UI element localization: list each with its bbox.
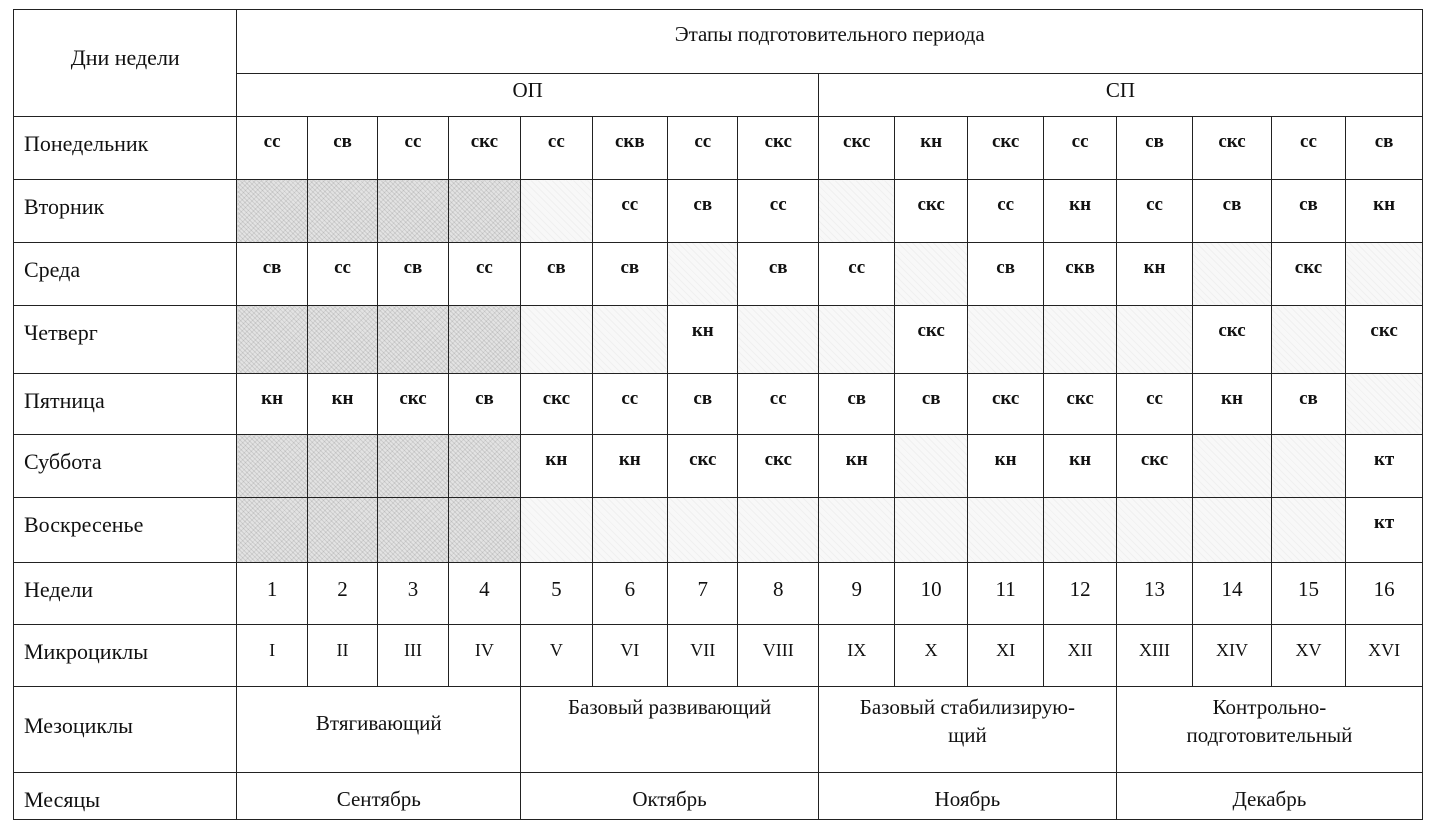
day-row bbox=[14, 116, 1423, 180]
week-number: 9 bbox=[818, 562, 894, 624]
load-cell: сс bbox=[1116, 373, 1192, 435]
load-cell bbox=[237, 435, 307, 498]
microcycle-number: XVI bbox=[1346, 624, 1423, 686]
month-cell: Ноябрь bbox=[818, 772, 1116, 819]
months-row bbox=[14, 772, 1423, 819]
load-cell: сс bbox=[1116, 180, 1192, 243]
load-cell: скс bbox=[521, 373, 592, 435]
load-cell bbox=[895, 435, 967, 498]
week-number: 16 bbox=[1346, 562, 1423, 624]
load-cell bbox=[1193, 242, 1271, 306]
load-cell: кн bbox=[592, 435, 667, 498]
microcycle-number: VI bbox=[592, 624, 667, 686]
mesocycle-line1: Контрольно- bbox=[1212, 694, 1327, 719]
load-cell: скс bbox=[818, 116, 894, 180]
load-cell: кт bbox=[1346, 497, 1423, 562]
microcycle-number: IX bbox=[818, 624, 894, 686]
week-number: 15 bbox=[1271, 562, 1345, 624]
day-label: Понедельник bbox=[14, 116, 237, 180]
mesocycle-cell bbox=[818, 686, 1116, 772]
load-cell bbox=[738, 497, 819, 562]
load-cell: скс bbox=[1193, 306, 1271, 374]
mesocycles-label: Мезоциклы bbox=[14, 686, 237, 772]
load-cell bbox=[1271, 306, 1345, 374]
day-row bbox=[14, 242, 1423, 306]
load-cell: св bbox=[521, 242, 592, 306]
load-cell: сс bbox=[967, 180, 1043, 243]
load-cell: кн bbox=[1044, 180, 1116, 243]
load-cell: сс bbox=[521, 116, 592, 180]
week-number: 6 bbox=[592, 562, 667, 624]
mesocycle-line1: Базовый развивающий bbox=[567, 694, 772, 719]
load-cell bbox=[378, 435, 448, 498]
load-cell: кн bbox=[1346, 180, 1423, 243]
load-cell: скв bbox=[592, 116, 667, 180]
load-cell: кн bbox=[1193, 373, 1271, 435]
load-cell: кт bbox=[1346, 435, 1423, 498]
load-cell bbox=[1193, 497, 1271, 562]
week-number: 14 bbox=[1193, 562, 1271, 624]
load-cell: скс bbox=[1044, 373, 1116, 435]
load-cell: сс bbox=[738, 373, 819, 435]
load-cell: сс bbox=[1044, 116, 1116, 180]
load-cell: сс bbox=[668, 116, 738, 180]
load-cell: сс bbox=[448, 242, 520, 306]
load-cell bbox=[1116, 306, 1192, 374]
load-cell: кн bbox=[1044, 435, 1116, 498]
week-number: 2 bbox=[307, 562, 377, 624]
load-cell: скс bbox=[668, 435, 738, 498]
load-cell: скс bbox=[738, 435, 819, 498]
days-of-week-header: Дни недели bbox=[14, 10, 237, 117]
weeks-label: Недели bbox=[14, 562, 237, 624]
week-number: 11 bbox=[967, 562, 1043, 624]
load-cell bbox=[307, 180, 377, 243]
load-cell bbox=[237, 306, 307, 374]
weeks-row bbox=[14, 562, 1423, 624]
load-cell: скс bbox=[895, 306, 967, 374]
load-cell: сс bbox=[738, 180, 819, 243]
load-cell: кн bbox=[895, 116, 967, 180]
load-cell: св bbox=[378, 242, 448, 306]
load-cell: св bbox=[237, 242, 307, 306]
load-cell: скв bbox=[1044, 242, 1116, 306]
load-cell bbox=[592, 497, 667, 562]
load-cell: сс bbox=[1271, 116, 1345, 180]
mesocycle-line2: подготовительный bbox=[1186, 722, 1353, 747]
load-cell bbox=[307, 306, 377, 374]
week-number: 1 bbox=[237, 562, 307, 624]
stages-title: Этапы подготовительного периода bbox=[237, 10, 1423, 74]
load-cell bbox=[1271, 435, 1345, 498]
load-cell bbox=[1044, 306, 1116, 374]
load-cell bbox=[592, 306, 667, 374]
week-number: 13 bbox=[1116, 562, 1192, 624]
microcycle-number: X bbox=[895, 624, 967, 686]
load-cell bbox=[448, 306, 520, 374]
load-cell: кн bbox=[668, 306, 738, 374]
load-cell: св bbox=[818, 373, 894, 435]
load-cell bbox=[818, 180, 894, 243]
load-cell: кн bbox=[1116, 242, 1192, 306]
microcycle-number: XII bbox=[1044, 624, 1116, 686]
load-cell: кн bbox=[818, 435, 894, 498]
load-cell bbox=[378, 497, 448, 562]
day-rows bbox=[14, 116, 1423, 562]
load-cell bbox=[1346, 242, 1423, 306]
load-cell bbox=[967, 497, 1043, 562]
microcycles-row bbox=[14, 624, 1423, 686]
load-cell: св bbox=[967, 242, 1043, 306]
day-label: Вторник bbox=[14, 180, 237, 243]
month-cell: Сентябрь bbox=[237, 772, 521, 819]
load-cell: сс bbox=[592, 373, 667, 435]
month-cell: Декабрь bbox=[1116, 772, 1422, 819]
load-cell: кн bbox=[967, 435, 1043, 498]
load-cell bbox=[895, 497, 967, 562]
load-cell: сс bbox=[378, 116, 448, 180]
day-row bbox=[14, 306, 1423, 374]
load-cell bbox=[1271, 497, 1345, 562]
load-cell bbox=[378, 180, 448, 243]
microcycle-number: I bbox=[237, 624, 307, 686]
day-label: Среда bbox=[14, 242, 237, 306]
microcycle-number: III bbox=[378, 624, 448, 686]
load-cell bbox=[521, 306, 592, 374]
load-cell: скс bbox=[967, 373, 1043, 435]
load-cell: кн bbox=[237, 373, 307, 435]
load-cell: сс bbox=[818, 242, 894, 306]
load-cell bbox=[237, 180, 307, 243]
microcycle-number: II bbox=[307, 624, 377, 686]
microcycle-number: XIII bbox=[1116, 624, 1192, 686]
load-cell: скс bbox=[738, 116, 819, 180]
training-plan-table bbox=[13, 9, 1423, 820]
load-cell: св bbox=[1271, 180, 1345, 243]
load-cell: св bbox=[592, 242, 667, 306]
load-cell: св bbox=[307, 116, 377, 180]
load-cell bbox=[1346, 373, 1423, 435]
load-cell: скс bbox=[1116, 435, 1192, 498]
mesocycle-line1: Базовый стабилизирую- bbox=[859, 694, 1075, 719]
day-row bbox=[14, 497, 1423, 562]
microcycle-number: XV bbox=[1271, 624, 1345, 686]
day-row bbox=[14, 373, 1423, 435]
load-cell bbox=[307, 497, 377, 562]
load-cell: св bbox=[738, 242, 819, 306]
microcycle-number: XIV bbox=[1193, 624, 1271, 686]
week-number: 10 bbox=[895, 562, 967, 624]
load-cell bbox=[521, 180, 592, 243]
microcycle-number: IV bbox=[448, 624, 520, 686]
load-cell: св bbox=[448, 373, 520, 435]
stage-sp-header: СП bbox=[818, 73, 1422, 116]
stage-op-header: ОП bbox=[237, 73, 819, 116]
load-cell: св bbox=[1346, 116, 1423, 180]
load-cell bbox=[521, 497, 592, 562]
load-cell: св bbox=[1193, 180, 1271, 243]
load-cell bbox=[818, 306, 894, 374]
microcycle-number: XI bbox=[967, 624, 1043, 686]
load-cell: сс bbox=[237, 116, 307, 180]
months-label: Месяцы bbox=[14, 772, 237, 819]
load-cell: скс bbox=[1193, 116, 1271, 180]
mesocycles-row bbox=[14, 686, 1423, 772]
load-cell bbox=[448, 435, 520, 498]
day-label: Четверг bbox=[14, 306, 237, 374]
mesocycle-cell bbox=[1116, 686, 1422, 772]
day-label: Воскресенье bbox=[14, 497, 237, 562]
week-number: 12 bbox=[1044, 562, 1116, 624]
load-cell bbox=[895, 242, 967, 306]
mesocycle-line2: щий bbox=[948, 722, 987, 747]
load-cell bbox=[448, 180, 520, 243]
load-cell bbox=[1116, 497, 1192, 562]
day-row bbox=[14, 180, 1423, 243]
load-cell bbox=[967, 306, 1043, 374]
day-label: Пятница bbox=[14, 373, 237, 435]
load-cell bbox=[1193, 435, 1271, 498]
load-cell bbox=[448, 497, 520, 562]
load-cell: сс bbox=[307, 242, 377, 306]
week-number: 4 bbox=[448, 562, 520, 624]
load-cell: скс bbox=[895, 180, 967, 243]
load-cell: скс bbox=[1271, 242, 1345, 306]
load-cell: сс bbox=[592, 180, 667, 243]
load-cell bbox=[307, 435, 377, 498]
load-cell bbox=[237, 497, 307, 562]
day-row bbox=[14, 435, 1423, 498]
day-label: Суббота bbox=[14, 435, 237, 498]
mesocycle-line1: Втягивающий bbox=[315, 710, 442, 735]
load-cell bbox=[378, 306, 448, 374]
microcycle-number: V bbox=[521, 624, 592, 686]
load-cell: св bbox=[668, 180, 738, 243]
month-cell: Октябрь bbox=[521, 772, 819, 819]
week-number: 7 bbox=[668, 562, 738, 624]
load-cell: кн bbox=[307, 373, 377, 435]
load-cell bbox=[668, 242, 738, 306]
load-cell: скс bbox=[378, 373, 448, 435]
microcycle-number: VIII bbox=[738, 624, 819, 686]
load-cell: скс bbox=[967, 116, 1043, 180]
mesocycle-cell bbox=[521, 686, 819, 772]
load-cell bbox=[1044, 497, 1116, 562]
week-number: 3 bbox=[378, 562, 448, 624]
load-cell: скс bbox=[1346, 306, 1423, 374]
load-cell: св bbox=[895, 373, 967, 435]
week-number: 8 bbox=[738, 562, 819, 624]
week-number: 5 bbox=[521, 562, 592, 624]
load-cell: св bbox=[1271, 373, 1345, 435]
load-cell: св bbox=[1116, 116, 1192, 180]
load-cell bbox=[818, 497, 894, 562]
microcycles-label: Микроциклы bbox=[14, 624, 237, 686]
load-cell: св bbox=[668, 373, 738, 435]
load-cell: скс bbox=[448, 116, 520, 180]
load-cell bbox=[738, 306, 819, 374]
load-cell: кн bbox=[521, 435, 592, 498]
load-cell bbox=[668, 497, 738, 562]
microcycle-number: VII bbox=[668, 624, 738, 686]
mesocycle-cell bbox=[237, 686, 521, 772]
